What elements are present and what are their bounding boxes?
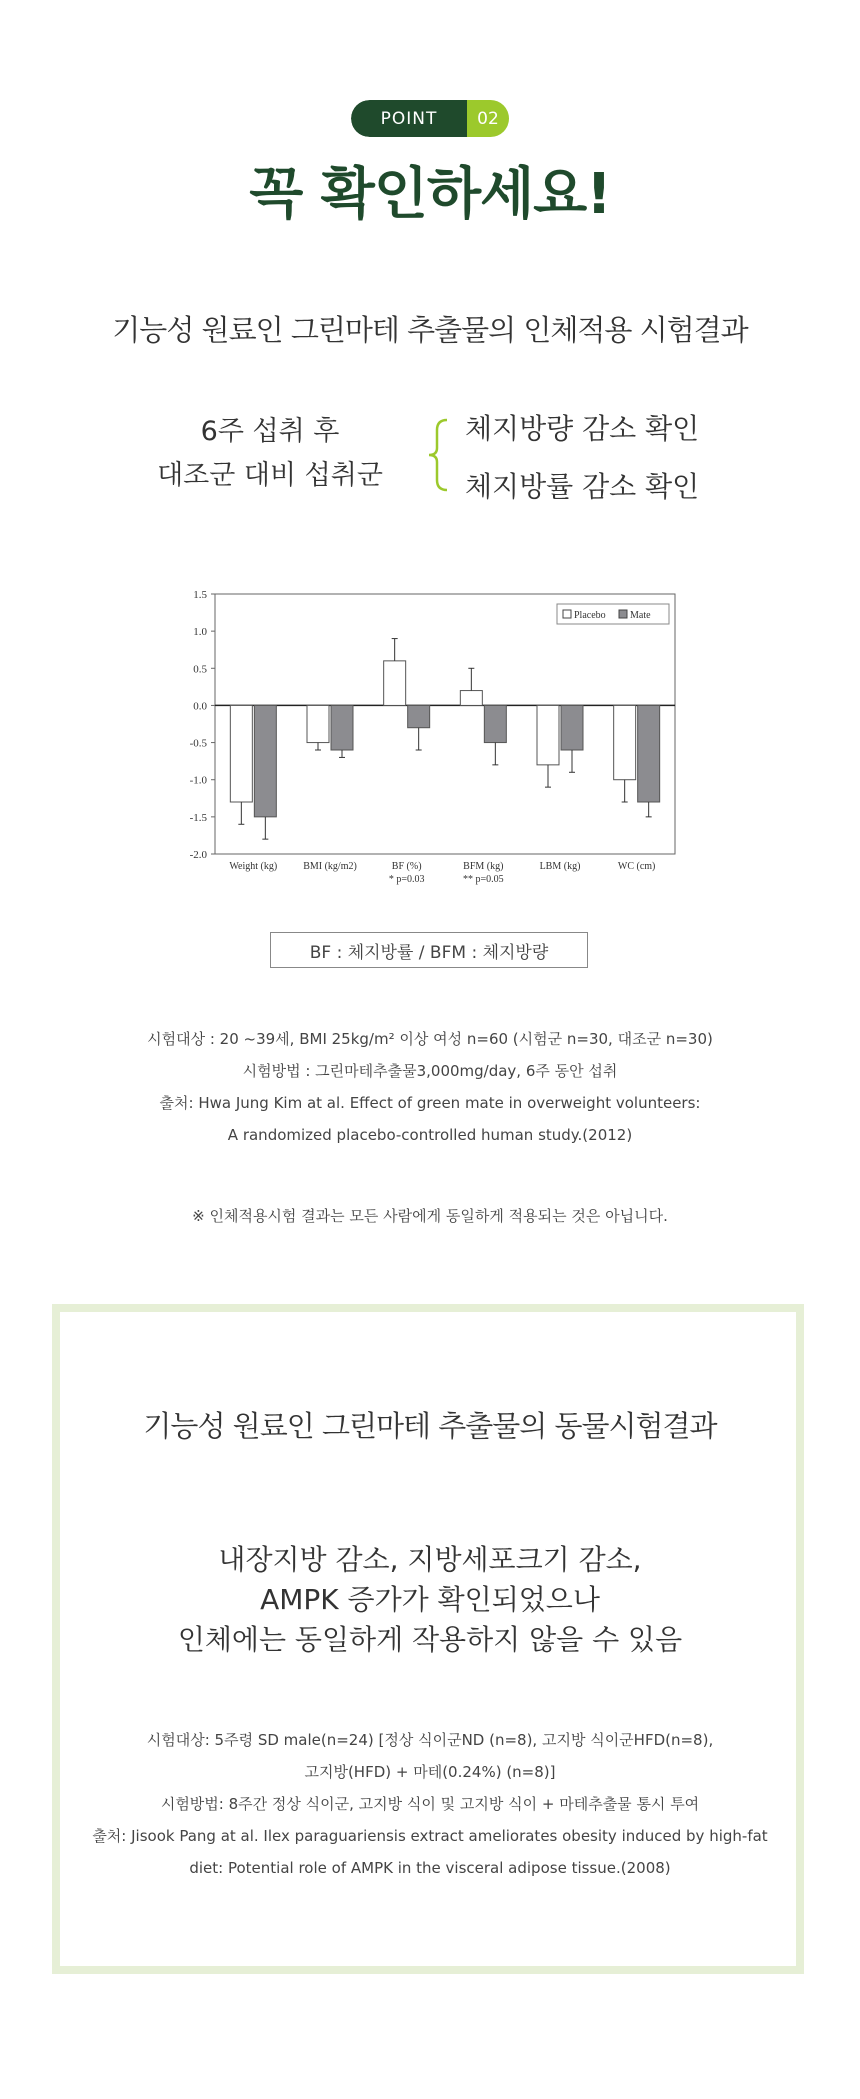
bar-mate [561,705,583,750]
intake-line-2: 대조군 대비 섭취군 [157,460,383,491]
x-tick-label: BFM (kg) [463,861,504,872]
human-study-meta [0,1023,860,1151]
legend-swatch-mate [619,610,627,618]
x-tick-label: Weight (kg) [229,861,278,872]
meta-source: 출처: Hwa Jung Kim at al. Effect of green mate in overweight volunteers: [159,1094,701,1112]
animal-meta-subjects-cont: 고지방(HFD) + 마테(0.24%) (n=8)] [304,1763,556,1781]
y-tick-label: 1.0 [193,626,207,639]
significance-note: * p=0.03 [388,874,425,885]
intake-condition [150,410,390,498]
plot-frame [215,594,675,854]
claim-line-1: 내장지방 감소, 지방세포크기 감소, [218,1543,642,1576]
y-tick-label: 0.5 [193,663,207,676]
bar-placebo [307,705,329,742]
bar-placebo [460,691,482,706]
disclaimer: ※ 인체적용시험 결과는 모든 사람에게 동일하게 적용되는 것은 아닙니다. [192,1207,668,1225]
meta-method: 시험방법 : 그린마테추출물3,000mg/day, 6주 동안 섭취 [242,1062,618,1080]
result-item-fat-ratio: 체지방률 감소 확인 [465,470,700,503]
point-number: 02 [467,100,509,137]
animal-meta-method: 시험방법: 8주간 정상 식이군, 고지방 식이 및 고지방 식이 + 마테추출물 통시 투여 [160,1795,700,1813]
animal-study-title: 기능성 원료인 그린마테 추출물의 동물시험결과 [143,1409,717,1443]
bar-mate [331,705,353,750]
meta-subjects: 시험대상 : 20 ~39세, BMI 25kg/m² 이상 여성 n=60 (시험군 n=30, 대조군 n=30) [147,1030,713,1048]
y-tick-label: 0.0 [193,700,207,713]
animal-meta-source-cont: diet: Potential role of AMPK in the visceral adipose tissue.(2008) [189,1859,671,1877]
bar-placebo [614,705,636,779]
y-tick-label: 1.5 [193,589,207,601]
y-tick-label: -2.0 [189,849,207,861]
animal-study-meta [0,1724,860,1884]
animal-meta-source: 출처: Jisook Pang at al. Ilex paraguariensis extract ameliorates obesity induced by high-fat [92,1827,768,1845]
human-study-title: 기능성 원료인 그린마테 추출물의 인체적용 시험결과 [112,313,748,347]
x-tick-label: BMI (kg/m2) [303,861,357,872]
point-label: POINT [351,100,467,137]
legend-swatch-placebo [563,610,571,618]
y-tick-label: -1.0 [189,774,207,787]
x-tick-label: WC (cm) [617,861,656,872]
animal-study-claim [0,1540,860,1660]
brace-icon [425,418,451,492]
intake-line-1: 6주 섭취 후 [200,416,340,447]
legend-label-placebo: Placebo [574,610,606,621]
abbreviation-note: BF : 체지방률 / BFM : 체지방량 [270,932,588,968]
result-item-fat-mass: 체지방량 감소 확인 [465,412,700,445]
animal-meta-subjects: 시험대상: 5주령 SD male(n=24) [정상 식이군ND (n=8), 고지방 식이군HFD(n=8), [146,1731,714,1749]
claim-line-2: AMPK 증가가 확인되었으나 [260,1583,600,1616]
x-tick-label: LBM (kg) [539,861,581,872]
bar-mate [408,705,430,727]
bar-chart [185,582,685,892]
y-tick-label: -0.5 [189,737,207,750]
chart-svg [185,582,685,892]
bar-mate [638,705,660,802]
point-badge [351,100,509,137]
bar-placebo [537,705,559,764]
meta-source-cont: A randomized placebo-controlled human study.(2012) [227,1126,633,1144]
result-list [465,400,699,516]
headline: 꼭 확인하세요! [249,162,611,227]
x-tick-label: BF (%) [391,861,422,872]
bar-placebo [230,705,252,802]
bar-mate [484,705,506,742]
bar-mate [254,705,276,816]
y-tick-label: -1.5 [189,811,207,824]
significance-note: ** p=0.05 [463,874,504,885]
claim-line-3: 인체에는 동일하게 작용하지 않을 수 있음 [177,1623,683,1656]
legend-label-mate: Mate [630,610,651,621]
bar-placebo [384,661,406,706]
